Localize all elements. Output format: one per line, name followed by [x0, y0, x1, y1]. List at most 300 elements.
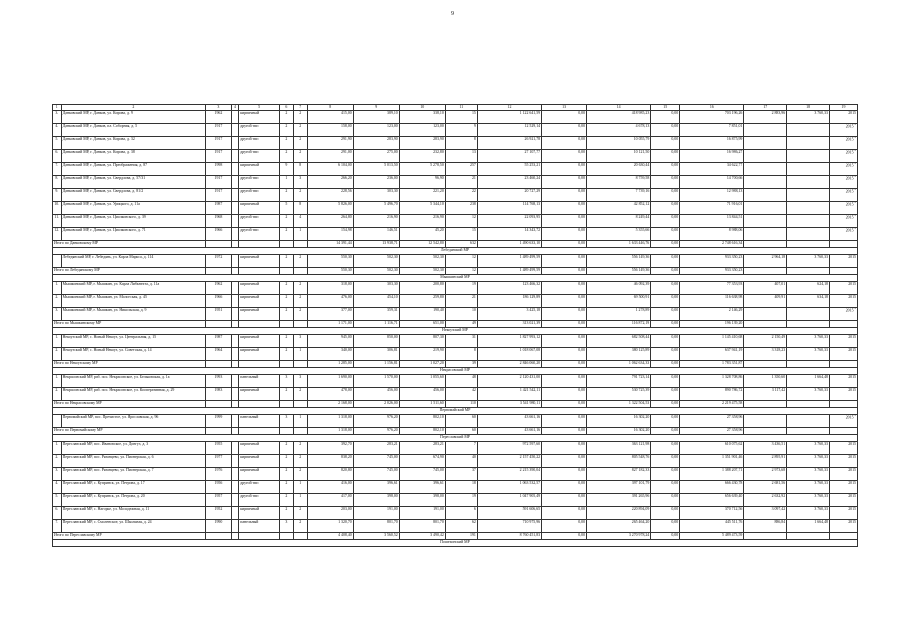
value-cell-c16: 27 358,96	[680, 415, 744, 428]
value-cell-c8: 417,00	[307, 494, 353, 507]
value-cell-c17	[744, 189, 787, 202]
empty-cell	[787, 321, 830, 328]
empty-cell	[293, 533, 307, 540]
value-cell-c15: 0,00	[651, 468, 680, 481]
value-cell-c11: 19	[445, 282, 477, 295]
total-value-c10: 12 542,80	[399, 241, 445, 248]
value-cell-c13: 0,00	[542, 228, 587, 241]
value-cell-c8: 228,56	[307, 189, 353, 202]
district-heading: Пошехонский МР	[53, 540, 858, 547]
row-number: 2.	[53, 295, 62, 308]
table-row	[53, 415, 858, 428]
year-cell: 2015	[830, 481, 858, 494]
value-cell-c13: 0,00	[542, 468, 587, 481]
footnote-marker: 2	[854, 162, 856, 165]
year-cell: 2015	[830, 111, 858, 124]
value-cell-c14: 418 985,23	[587, 111, 651, 124]
empty-cell	[239, 401, 280, 408]
total-value-c14: 3 270 978,24	[587, 533, 651, 540]
empty-cell	[239, 361, 280, 368]
table-row	[53, 111, 858, 124]
total-value-c12: 2 846 060,20	[477, 361, 541, 368]
value-cell-c18	[787, 176, 830, 189]
empty-cell	[744, 428, 787, 435]
total-value-c13: 0,00	[542, 533, 587, 540]
value-cell-c10: 398,00	[399, 494, 445, 507]
value-cell-c5: кирпичный	[239, 308, 280, 321]
total-value-c13: 0,00	[542, 361, 587, 368]
table-row	[53, 255, 858, 268]
row-number: 11.	[53, 215, 62, 228]
value-cell-c17: 407,01	[744, 282, 787, 295]
value-cell-c15: 0,00	[651, 215, 680, 228]
value-cell-c6: 2	[279, 468, 293, 481]
value-cell-c17	[744, 415, 787, 428]
value-cell-c16: 370 712,56	[680, 507, 744, 520]
value-cell-c10: 283,21	[399, 442, 445, 455]
table-row	[53, 348, 858, 361]
value-cell-c10: 338,10	[399, 111, 445, 124]
year-cell: 2015 $^2$	[830, 137, 858, 150]
value-cell-c13: 0,00	[542, 202, 587, 215]
value-cell-c12: 2 215 390,04	[477, 468, 541, 481]
district-total-row	[53, 268, 858, 275]
row-number: 2.	[53, 388, 62, 401]
value-cell-c8: 158,00	[307, 124, 353, 137]
year-cell: 2015	[830, 442, 858, 455]
value-cell-c16: 703 196,26	[680, 111, 744, 124]
empty-cell	[239, 321, 280, 328]
value-cell-c3: 1990	[206, 520, 232, 533]
value-cell-c11: 37	[445, 468, 477, 481]
value-cell-c9: 850,00	[353, 335, 399, 348]
value-cell-c11: 6	[445, 507, 477, 520]
year-cell: 2015	[830, 507, 858, 520]
value-cell-c17: 1 350,60	[744, 375, 787, 388]
total-value-c15: 0,00	[651, 268, 680, 275]
column-number-cell: 4	[231, 105, 238, 111]
value-cell-c12: 14 343,72	[477, 228, 541, 241]
empty-cell	[231, 241, 238, 248]
value-cell-c14: 10 121,50	[587, 150, 651, 163]
total-value-c13: 0,00	[542, 401, 587, 408]
value-cell-c18: 3 760,33	[787, 468, 830, 481]
value-cell-c6: 2	[279, 215, 293, 228]
value-cell-c4	[231, 189, 238, 202]
total-value-c14: 1 633 446,76	[587, 241, 651, 248]
footnote-marker: 2	[854, 414, 856, 417]
value-cell-c12: 26 921,78	[477, 137, 541, 150]
value-cell-c10: 802,10	[399, 415, 445, 428]
value-cell-c14: 530 725,39	[587, 388, 651, 401]
value-cell-c6: 2	[279, 189, 293, 202]
empty-cell	[830, 428, 858, 435]
row-number: 2.	[53, 348, 62, 361]
value-cell-c16: 16 875,99	[680, 137, 744, 150]
value-cell-c7: 3	[293, 375, 307, 388]
empty-cell	[293, 428, 307, 435]
empty-cell	[293, 401, 307, 408]
address-cell: Первомайский МР, пос. Пречистое, ул. Ярославская, д. 96	[61, 415, 206, 428]
address-cell: Переславский МР, с. Купринск, ул. Петрова, д. 20	[61, 494, 206, 507]
column-number-cell: 16	[680, 105, 744, 111]
total-value-c10: 802,10	[399, 428, 445, 435]
year-cell: 2015 $^2$	[830, 202, 858, 215]
value-cell-c6: 2	[279, 228, 293, 241]
total-value-c10: 651,00	[399, 321, 445, 328]
value-cell-c16: 13 844,51	[680, 215, 744, 228]
value-cell-c7: 2	[293, 150, 307, 163]
row-number: 5.	[53, 494, 62, 507]
district-heading-row	[53, 435, 858, 442]
empty-cell	[206, 533, 232, 540]
value-cell-c7: 2	[293, 468, 307, 481]
value-cell-c11: 9	[445, 124, 477, 137]
empty-cell	[231, 268, 238, 275]
value-cell-c15: 0,00	[651, 228, 680, 241]
year-cell: 2015 $^2$	[830, 189, 858, 202]
year-cell: 2015 $^2$	[830, 308, 858, 321]
value-cell-c11: 238	[445, 202, 477, 215]
empty-cell	[279, 268, 293, 275]
address-cell: Данковский МР, г. Данков, ул. Кирова, д. 38	[61, 150, 206, 163]
value-cell-c9: 396,61	[353, 481, 399, 494]
value-cell-c10: 502,30	[399, 255, 445, 268]
footnote-marker: 2	[854, 214, 856, 217]
value-cell-c7: 2	[293, 111, 307, 124]
value-cell-c9: 216,90	[353, 215, 399, 228]
value-cell-c18	[787, 150, 830, 163]
value-cell-c9: 454,10	[353, 295, 399, 308]
value-cell-c8: 340,00	[307, 348, 353, 361]
value-cell-c5: другой тип	[239, 176, 280, 189]
value-cell-c13: 0,00	[542, 111, 587, 124]
value-cell-c8: 318,00	[307, 282, 353, 295]
value-cell-c10: 456,00	[399, 388, 445, 401]
value-cell-c15: 0,00	[651, 202, 680, 215]
value-cell-c6: 2	[279, 282, 293, 295]
value-cell-c3: 1999	[206, 415, 232, 428]
total-value-c12: 1 490 633,10	[477, 241, 541, 248]
empty-cell	[744, 533, 787, 540]
value-cell-c6: 5	[279, 202, 293, 215]
value-cell-c9: 1 570,00	[353, 375, 399, 388]
value-cell-c16: 890 786,72	[680, 388, 744, 401]
value-cell-c3: 1917	[206, 124, 232, 137]
column-number-cell: 3	[206, 105, 232, 111]
table-row	[53, 388, 858, 401]
value-cell-c10: 200,80	[399, 282, 445, 295]
value-cell-c3: 1987	[206, 202, 232, 215]
value-cell-c8: 377,00	[307, 308, 353, 321]
empty-cell	[279, 428, 293, 435]
value-cell-c11: 48	[445, 375, 477, 388]
total-value-c12: 313 021,39	[477, 321, 541, 328]
total-value-c14: 16 302,20	[587, 428, 651, 435]
value-cell-c13: 0,00	[542, 455, 587, 468]
empty-cell	[239, 241, 280, 248]
value-cell-c13: 0,00	[542, 520, 587, 533]
value-cell-c7: 1	[293, 228, 307, 241]
value-cell-c8: 1 320,70	[307, 520, 353, 533]
value-cell-c7: 2	[293, 124, 307, 137]
district-heading: Некрасовский МР	[53, 368, 858, 375]
value-cell-c17: 2 973,68	[744, 468, 787, 481]
total-value-c15: 0,00	[651, 533, 680, 540]
value-cell-c18	[787, 308, 830, 321]
value-cell-c14: 397 101,79	[587, 481, 651, 494]
footnote-marker: 2	[854, 136, 856, 139]
value-cell-c17: 2 681,56	[744, 481, 787, 494]
value-cell-c3: 1957	[206, 494, 232, 507]
value-cell-c4	[231, 507, 238, 520]
table-row	[53, 137, 858, 150]
total-value-c16: 2 219 475,58	[680, 401, 744, 408]
register-table	[52, 104, 858, 547]
value-cell-c17: 886,84	[744, 520, 787, 533]
value-cell-c17	[744, 308, 787, 321]
value-cell-c4	[231, 375, 238, 388]
value-cell-c15: 0,00	[651, 189, 680, 202]
table-row	[53, 295, 858, 308]
value-cell-c15: 0,00	[651, 481, 680, 494]
footnote-marker: 2	[854, 123, 856, 126]
year-cell: 2015	[830, 520, 858, 533]
empty-cell	[231, 321, 238, 328]
register-table-container	[52, 104, 858, 547]
value-cell-c9: 456,00	[353, 388, 399, 401]
district-total-label: Итого по Некоузскому МР	[53, 361, 206, 368]
value-cell-c3: 1987	[206, 335, 232, 348]
value-cell-c11: 8	[445, 348, 477, 361]
footnote-marker: 2	[854, 188, 856, 191]
value-cell-c4	[231, 494, 238, 507]
year-cell: 2015 $^2$	[830, 163, 858, 176]
value-cell-c4	[231, 176, 238, 189]
empty-cell	[744, 241, 787, 248]
value-cell-c12: 55 253,21	[477, 163, 541, 176]
address-cell: Данковский МР, г. Данков, ул. Свердлова, д. 81/2	[61, 189, 206, 202]
value-cell-c10: 123,00	[399, 124, 445, 137]
row-number: 8.	[53, 176, 62, 189]
table-row	[53, 468, 858, 481]
value-cell-c7: 1	[293, 494, 307, 507]
value-cell-c11: 19	[445, 494, 477, 507]
value-cell-c3: 1956	[206, 481, 232, 494]
value-cell-c10: 96,90	[399, 176, 445, 189]
value-cell-c8: 266,20	[307, 176, 353, 189]
address-cell: Переславский МР, с. Нагорье, ул. Молодежная, д. 11	[61, 507, 206, 520]
value-cell-c18: 3 760,33	[787, 348, 830, 361]
total-value-c15: 0,00	[651, 321, 680, 328]
row-number: 1.	[53, 442, 62, 455]
value-cell-c15: 0,00	[651, 163, 680, 176]
row-number: 7.	[53, 163, 62, 176]
value-cell-c6: 2	[279, 255, 293, 268]
value-cell-c9: 502,30	[353, 255, 399, 268]
value-cell-c13: 0,00	[542, 163, 587, 176]
table-row	[53, 494, 858, 507]
value-cell-c10: 745,00	[399, 468, 445, 481]
total-value-c13: 0,00	[542, 321, 587, 328]
value-cell-c18	[787, 228, 830, 241]
footnote-marker: 2	[854, 175, 856, 178]
value-cell-c15: 0,00	[651, 150, 680, 163]
empty-cell	[231, 428, 238, 435]
table-row	[53, 215, 858, 228]
footnote-marker: 2	[854, 307, 856, 310]
value-cell-c3: 1917	[206, 176, 232, 189]
value-cell-c11: 60	[445, 415, 477, 428]
empty-cell	[744, 401, 787, 408]
value-cell-c18: 3 760,33	[787, 111, 830, 124]
table-row	[53, 189, 858, 202]
value-cell-c6: 3	[279, 375, 293, 388]
value-cell-c9: 146,51	[353, 228, 399, 241]
value-cell-c4	[231, 388, 238, 401]
year-cell: 2015 $^2$	[830, 228, 858, 241]
value-cell-c9: 389,10	[353, 111, 399, 124]
value-cell-c13: 0,00	[542, 442, 587, 455]
value-cell-c5: другой тип	[239, 494, 280, 507]
value-cell-c8: 820,80	[307, 468, 353, 481]
value-cell-c3: 1917	[206, 189, 232, 202]
value-cell-c11: 12	[445, 215, 477, 228]
value-cell-c18: 634,18	[787, 295, 830, 308]
value-cell-c10: 5 344,10	[399, 202, 445, 215]
empty-cell	[279, 321, 293, 328]
value-cell-c16: 71 916,01	[680, 202, 744, 215]
table-row	[53, 375, 858, 388]
value-cell-c17	[744, 228, 787, 241]
value-cell-c11: 22	[445, 189, 477, 202]
value-cell-c3: 1983	[206, 388, 232, 401]
total-value-c8: 2 168,00	[307, 401, 353, 408]
row-number: 5.	[53, 137, 62, 150]
value-cell-c5: другой тип	[239, 215, 280, 228]
value-cell-c17	[744, 163, 787, 176]
empty-cell	[206, 321, 232, 328]
value-cell-c16: 12 988,13	[680, 189, 744, 202]
address-cell: Некоузский МР, с. Новый Некоуз, ул. Центральная, д. 15	[61, 335, 206, 348]
column-number-cell: 19	[830, 105, 858, 111]
value-cell-c10: 1 055,60	[399, 375, 445, 388]
table-row	[53, 124, 858, 137]
value-cell-c17: 2 964,18	[744, 255, 787, 268]
total-value-c11: 632	[445, 241, 477, 248]
value-cell-c6: 2	[279, 111, 293, 124]
value-cell-c9: 275,00	[353, 150, 399, 163]
value-cell-c4	[231, 255, 238, 268]
row-number: 1.	[53, 335, 62, 348]
value-cell-c15: 0,00	[651, 375, 680, 388]
value-cell-c7: 3	[293, 335, 307, 348]
value-cell-c13: 0,00	[542, 124, 587, 137]
value-cell-c17	[744, 202, 787, 215]
total-value-c8: 1 171,00	[307, 321, 353, 328]
value-cell-c13: 0,00	[542, 481, 587, 494]
value-cell-c12: 1 421 542,11	[477, 388, 541, 401]
address-cell: Переславский МР, с. Смоленское, ул. Школьная, д. 24	[61, 520, 206, 533]
value-cell-c13: 0,00	[542, 348, 587, 361]
value-cell-c17	[744, 124, 787, 137]
value-cell-c5: другой тип	[239, 481, 280, 494]
value-cell-c14: 805 548,76	[587, 455, 651, 468]
value-cell-c10: 45,20	[399, 228, 445, 241]
total-value-c16: 1 783 351,87	[680, 361, 744, 368]
district-heading: Переславский МР	[53, 435, 858, 442]
value-cell-c18	[787, 415, 830, 428]
value-cell-c3: 1917	[206, 137, 232, 150]
year-cell: 2015	[830, 282, 858, 295]
row-number: 7.	[53, 520, 62, 533]
value-cell-c18: 3 760,33	[787, 494, 830, 507]
total-value-c12: 3 541 980,11	[477, 401, 541, 408]
year-cell: 2015	[830, 494, 858, 507]
value-cell-c12: 186 129,89	[477, 295, 541, 308]
value-cell-c4	[231, 282, 238, 295]
value-cell-c3: 1966	[206, 228, 232, 241]
total-value-c9: 1 156,81	[353, 361, 399, 368]
value-cell-c6: 2	[279, 388, 293, 401]
value-cell-c12: 1 063 532,57	[477, 481, 541, 494]
total-value-c14: 1 062 634,33	[587, 361, 651, 368]
value-cell-c12: 2 157 450,22	[477, 455, 541, 468]
value-cell-c17: 3 318,23	[744, 348, 787, 361]
empty-cell	[239, 533, 280, 540]
total-value-c9: 502,30	[353, 268, 399, 275]
value-cell-c3: 1952	[206, 507, 232, 520]
empty-cell	[744, 321, 787, 328]
value-cell-c13: 0,00	[542, 415, 587, 428]
value-cell-c14: 7 739,16	[587, 189, 651, 202]
total-value-c16: 196 139,20	[680, 321, 744, 328]
address-cell: Переславский МР, пос. Рязанцево, ул. Пионерская, д. 6	[61, 455, 206, 468]
table-row	[53, 455, 858, 468]
value-cell-c13: 0,00	[542, 388, 587, 401]
value-cell-c4	[231, 308, 238, 321]
value-cell-c7: 8	[293, 163, 307, 176]
column-number-cell: 17	[744, 105, 787, 111]
value-cell-c5: кирпичный	[239, 388, 280, 401]
year-cell: 2015	[830, 335, 858, 348]
total-value-c14: 116 872,19	[587, 321, 651, 328]
value-cell-c4	[231, 215, 238, 228]
value-cell-c3: 1964	[206, 348, 232, 361]
value-cell-c4	[231, 150, 238, 163]
value-cell-c13: 0,00	[542, 137, 587, 150]
value-cell-c7: 2	[293, 442, 307, 455]
value-cell-c13: 0,00	[542, 255, 587, 268]
value-cell-c16: 1 328 708,86	[680, 375, 744, 388]
empty-cell	[239, 428, 280, 435]
row-number: 2.	[53, 455, 62, 468]
table-row	[53, 150, 858, 163]
value-cell-c16: 34 622,77	[680, 163, 744, 176]
value-cell-c11: 257	[445, 163, 477, 176]
total-value-c10: 502,30	[399, 268, 445, 275]
row-number: 4.	[53, 124, 62, 137]
value-cell-c7: 2	[293, 308, 307, 321]
address-cell: Некоузский МР, с. Новый Некоуз, ул. Советская, д. 14	[61, 348, 206, 361]
value-cell-c4	[231, 455, 238, 468]
value-cell-c11: 7	[445, 442, 477, 455]
value-cell-c5: другой тип	[239, 189, 280, 202]
empty-cell	[279, 241, 293, 248]
address-cell: Некрасовский МР, раб. пос. Некрасовское, ул. Кооперативная, д. 29	[61, 388, 206, 401]
district-total-label: Итого по Данковскому МР	[53, 241, 206, 248]
value-cell-c5: другой тип	[239, 150, 280, 163]
